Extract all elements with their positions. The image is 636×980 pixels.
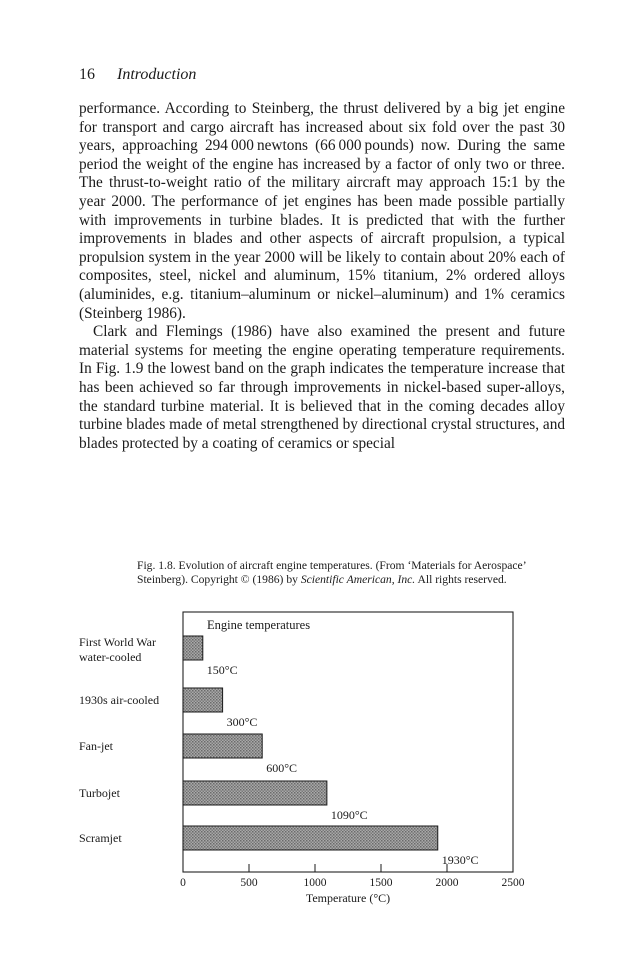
x-axis-label: Temperature (°C) [305,891,391,905]
data-label: 600°C [266,761,298,775]
bar [183,636,203,660]
x-tick-label: 2500 [501,877,525,889]
category-label: Scramjet [79,831,122,845]
data-label: 1930°C [441,853,479,867]
category-label: 1930s air-cooled [79,693,160,707]
caption-text: Fig. 1.8. Evolution of aircraft engine temperatures. (From ‘Materials for Aerospace’ Steinberg). Copyright © (1986) by [137,559,526,587]
paragraph-2: Clark and Flemings (1986) have also examined the present and future material systems for meeting the engine operating temperature requirements. In Fig. 1.9 the lowest band on the graph indicates the temperature increase that has been achieved so far through improvements in nickel-based super-alloys, the standard turbine material. It is believed that in the coming decades alloy turbine blades made of metal strengthened by directional crystal structures, and blades protected by a coating of ceramics or special [79,323,565,452]
bar [183,688,223,712]
caption-rights: All rights reserved. [415,573,507,587]
bar [183,734,262,758]
x-tick-label: 1000 [303,877,327,889]
caption-publisher: Scientific American, Inc. [300,573,416,587]
paragraph-1: performance. According to Steinberg, the thrust delivered by a big jet engine for transport and cargo aircraft has increased about six fold over the past 30 years, approaching 294 000 newtons (66 000 pounds) now. During the same period the weight of the engine has increased by a factor of only two or three. The thrust-to-weight ratio of the military aircraft may approach 15:1 by the year 2000. The performance of jet engines has been made possible partially with improvements in turbine blades. It is predicted that with the further improvements in blades and other aspects of aircraft propulsion, a typical propulsion system in the year 2000 will be likely to contain about 20% each of composites, steel, nickel and aluminum, 15% titanium, 2% ordered alloys (aluminides, e.g. titanium–aluminum or nickel–aluminum) and 1% ceramics (Steinberg 1986). [79,100,565,322]
x-tick-label: 1500 [369,877,393,889]
category-label: water-cooled [79,650,142,664]
category-label: Turbojet [79,786,120,800]
bar [183,826,438,850]
chart-title: Engine temperatures [207,618,311,632]
x-tick-label: 0 [180,877,186,889]
data-label: 1090°C [330,808,368,822]
x-tick-label: 2000 [435,877,459,889]
bar [183,781,327,805]
category-label: Fan-jet [79,739,113,753]
running-head-title: Introduction [117,66,197,83]
data-label: 150°C [206,663,238,677]
data-label: 300°C [226,715,258,729]
page-number: 16 [79,66,95,83]
category-label: First World War [79,635,156,649]
x-tick-label: 500 [240,877,258,889]
